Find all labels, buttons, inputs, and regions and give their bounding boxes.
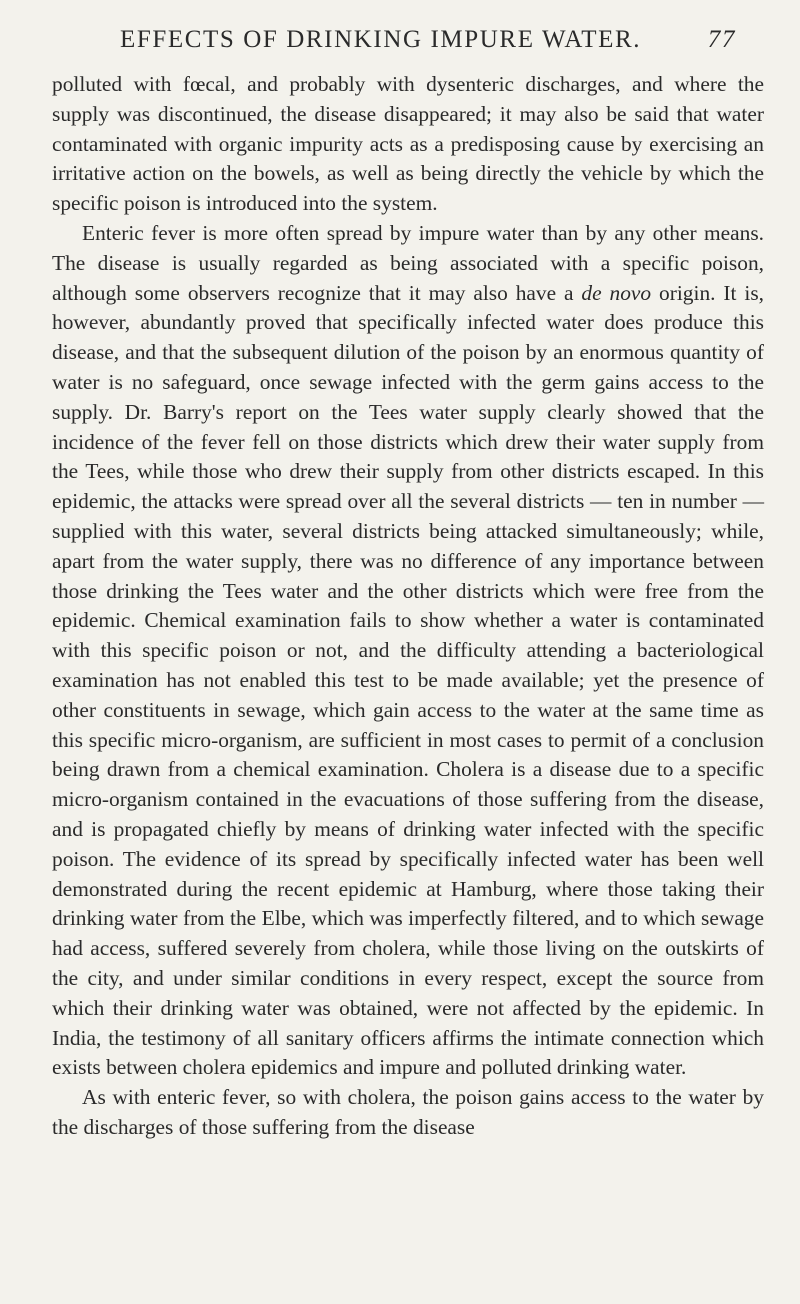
italic-phrase: de novo [581,280,652,305]
paragraph-text: As with enteric fever, so with cholera, the poison gains access to the water by the discharges of those suffering from the disease [52,1085,764,1139]
page-number: 77 [707,26,736,53]
running-title: EFFECTS OF DRINKING IMPURE WATER. [120,26,642,53]
paragraph-enteric-cholera [52,219,764,1083]
paragraph-continued [52,70,764,219]
paragraph-text: polluted with fœcal, and probably with dysenteric discharges, and where the supply was discontinued, the disease disappeared; it may also be said that water contaminated with organic impurity acts as a predisposing cause by exercising an irritative action on the bowels, as well as being directly the vehicle by which the specific poison is introduced into the system. [52,72,764,216]
body-text [52,70,764,1143]
paragraph-final [52,1083,764,1143]
running-head [52,18,764,62]
paragraph-text-before-italic: Enteric fever is more often spread by impure water than by any other means. The disease is usually regarded as being associated with a specific poison, although some observers recognize that it may also have a [52,220,764,305]
paragraph-text-after-italic: origin. It is, however, abundantly proved that specifically infected water does produce this disease, and that the subsequent dilution of the poison by an enormous quantity of water is no safeguard, once sewage infected with the germ gains access to the supply. Dr. Barry's report on the Tees water supply clearly showed that the incidence of the fever fell on those districts which drew their water supply from the Tees, while those who drew their supply from other districts escaped. In this epidemic, the attacks were spread over all the several districts — ten in number — supplied with this water, several districts being attacked simultaneously; while, apart from the water supply, there was no difference of any importance between those drinking the Tees water and the other districts which were free from the epidemic. Chemical examination fails to show whether a water is contaminated with this specific poison or not, and the difficulty attending a bacteriological examination has not enabled this test to be made available; yet the presence of other constituents in sewage, which gain access to the water at the same time as this specific micro-organism, are sufficient in most cases to permit of a conclusion being drawn from a chemical examination. Cholera is a disease due to a specific micro-organism contained in the evacuations of those suffering from the disease, and is propagated chiefly by means of drinking water infected with the specific poison. The evidence of its spread by specifically infected water has been well demonstrated during the recent epidemic at Hamburg, where those taking their drinking water from the Elbe, which was imperfectly filtered, and to which sewage had access, suffered severely from cholera, while those living on the outskirts of the city, and under similar conditions in every respect, except the source from which their drinking water was obtained, were not affected by the epidemic. In India, the testimony of all sanitary officers affirms the intimate connection which exists between cholera epidemics and impure and polluted drinking water. [52,280,765,1080]
